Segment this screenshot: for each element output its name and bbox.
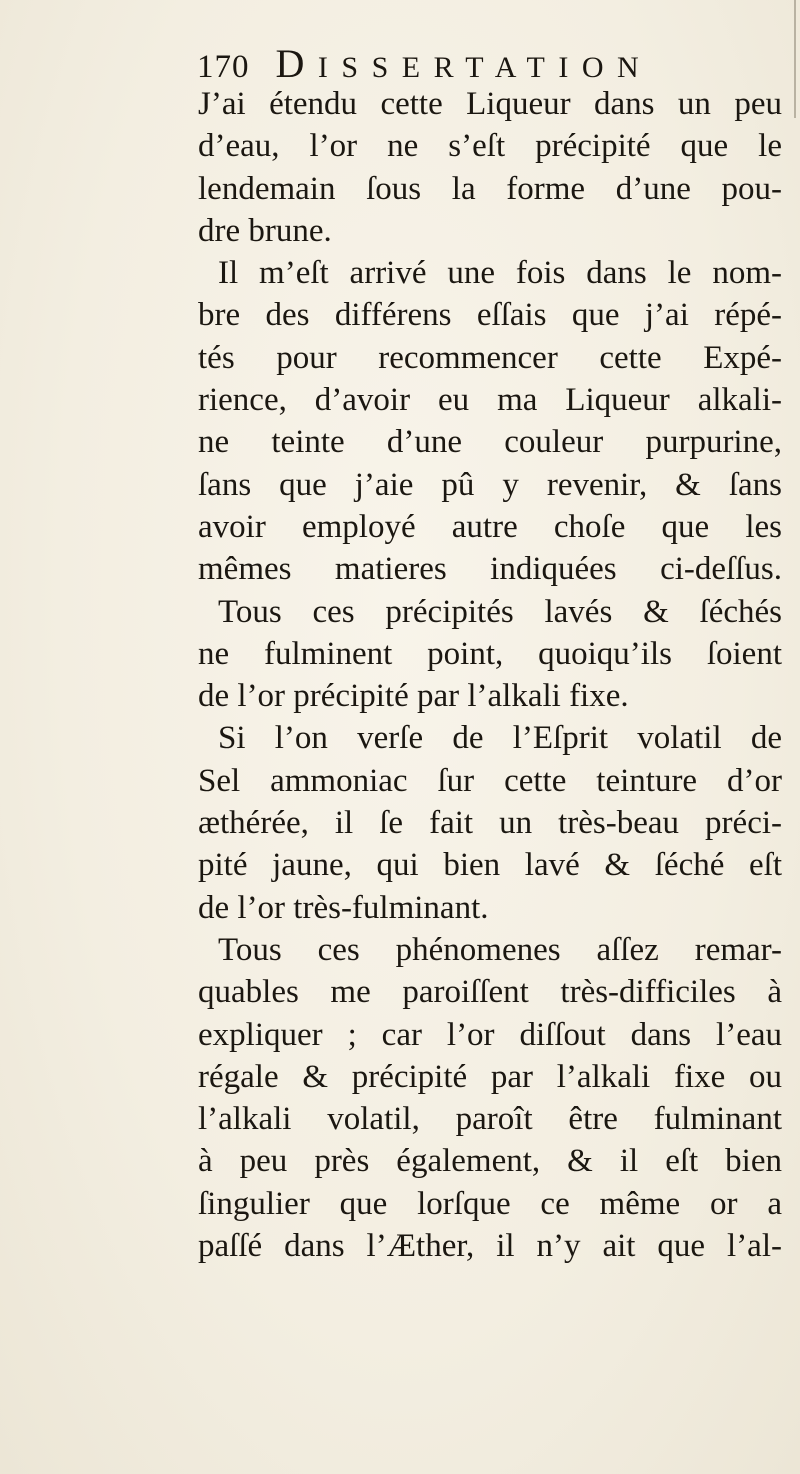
text-line: æthérée, il ſe fait un très-beau préci- [198, 805, 782, 842]
text-line: à peu près également, & il eſt bien [198, 1143, 782, 1180]
text-line: l’alkali volatil, paroît être fulminant [198, 1101, 782, 1138]
text-line: de l’or précipité par l’alkali fixe. [198, 678, 629, 715]
text-line: ſingulier que lorſque ce même or a [198, 1185, 782, 1222]
text-line: Tous ces précipités lavés & ſéchés [218, 593, 782, 630]
running-head [197, 40, 717, 86]
text-line: tés pour recommencer cette Expé- [198, 339, 782, 376]
text-line: de l’or très-fulminant. [198, 889, 489, 926]
text-line: rience, d’avoir eu ma Liqueur alkali- [198, 382, 782, 419]
text-line: lendemain ſous la forme d’une pou- [198, 170, 782, 207]
text-line: d’eau, l’or ne s’eſt précipité que le [198, 128, 782, 165]
text-line: bre des différens eſſais que j’ai répé- [198, 297, 782, 334]
text-line: ſans que j’aie pû y revenir, & ſans [198, 466, 782, 503]
text-line: quables me paroiſſent très-difficiles à [198, 974, 782, 1011]
text-line: Sel ammoniac ſur cette teinture d’or [198, 762, 782, 799]
text-line: mêmes matieres indiquées ci-deſſus. [198, 551, 782, 588]
text-line: Il m’eſt arrivé une fois dans le nom- [218, 255, 782, 292]
text-line: paſſé dans l’Æther, il n’y ait que l’al- [198, 1228, 782, 1265]
text-line: avoir employé autre choſe que les [198, 508, 782, 545]
page-number: 170 [197, 49, 250, 85]
text-line: pité jaune, qui bien lavé & ſéché eſt [198, 847, 782, 884]
page-edge-line [794, 0, 796, 118]
text-line: Tous ces phénomenes aſſez remar- [218, 931, 782, 968]
text-line: dre brune. [198, 212, 332, 249]
body-text [198, 83, 782, 1267]
text-line: régale & précipité par l’alkali fixe ou [198, 1058, 782, 1095]
text-line: ne fulminent point, quoiqu’ils ſoient [198, 635, 782, 672]
running-head-title: DISSERTATION [275, 41, 653, 86]
text-line: Si l’on verſe de l’Eſprit volatil de [218, 720, 782, 757]
text-line: ne teinte d’une couleur purpurine, [198, 424, 782, 461]
text-line: J’ai étendu cette Liqueur dans un peu [198, 86, 782, 122]
text-line: expliquer ; car l’or diſſout dans l’eau [198, 1016, 782, 1053]
